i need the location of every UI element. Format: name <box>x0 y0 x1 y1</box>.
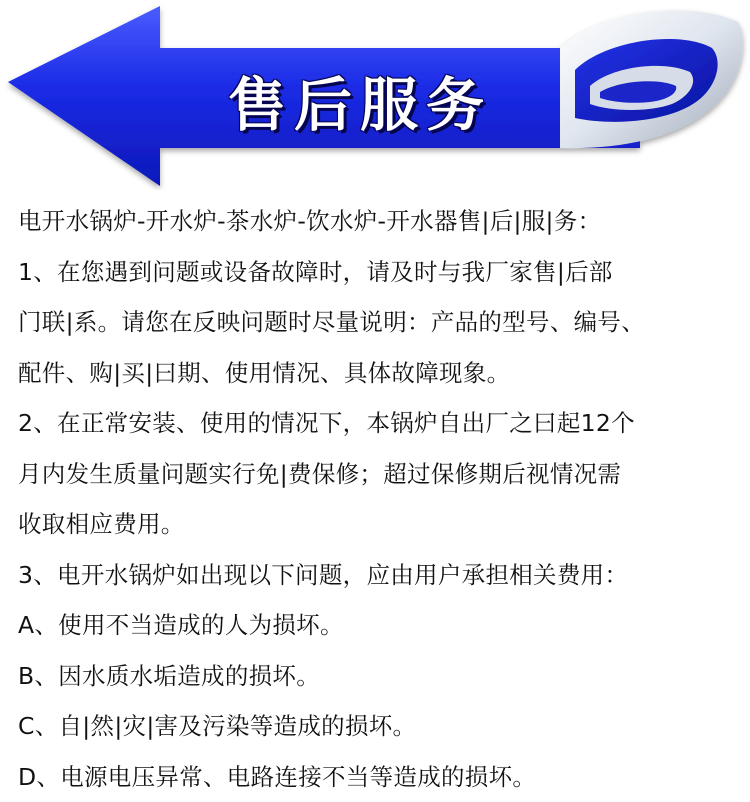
item-3-c: C、自|然|灾|害及污染等造成的损坏。 <box>18 701 738 752</box>
service-text-block <box>18 196 738 802</box>
item-3-a: A、使用不当造成的人为损坏。 <box>18 600 738 651</box>
item-3-line: 3、电开水锅炉如出现以下问题，应由用户承担相关费用： <box>18 550 738 601</box>
item-3-d: D、电源电压异常、电路连接不当等造成的损坏。 <box>18 752 738 802</box>
item-1-line-1: 1、在您遇到问题或设备故障时，请及时与我厂家售|后部 <box>18 247 738 298</box>
item-1-line-2: 门联|系。请您在反映问题时尽量说明：产品的型号、编号、 <box>18 297 738 348</box>
header-banner <box>0 0 750 190</box>
item-2-line-1: 2、在正常安装、使用的情况下，本锅炉自出厂之曰起12个 <box>18 398 738 449</box>
item-1-line-3: 配件、购|买|曰期、使用情况、具体故障现象。 <box>18 348 738 399</box>
intro-line: 电开水锅炉-开水炉-茶水炉-饮水炉-开水器售|后|服|务： <box>18 196 738 247</box>
item-3-b: B、因水质水垢造成的损坏。 <box>18 651 738 702</box>
banner-title: 售后服务 <box>228 58 492 142</box>
item-2-line-2: 月内发生质量问题实行免|费保修；超过保修期后视情况需 <box>18 449 738 500</box>
item-2-line-3: 收取相应费用。 <box>18 499 738 550</box>
